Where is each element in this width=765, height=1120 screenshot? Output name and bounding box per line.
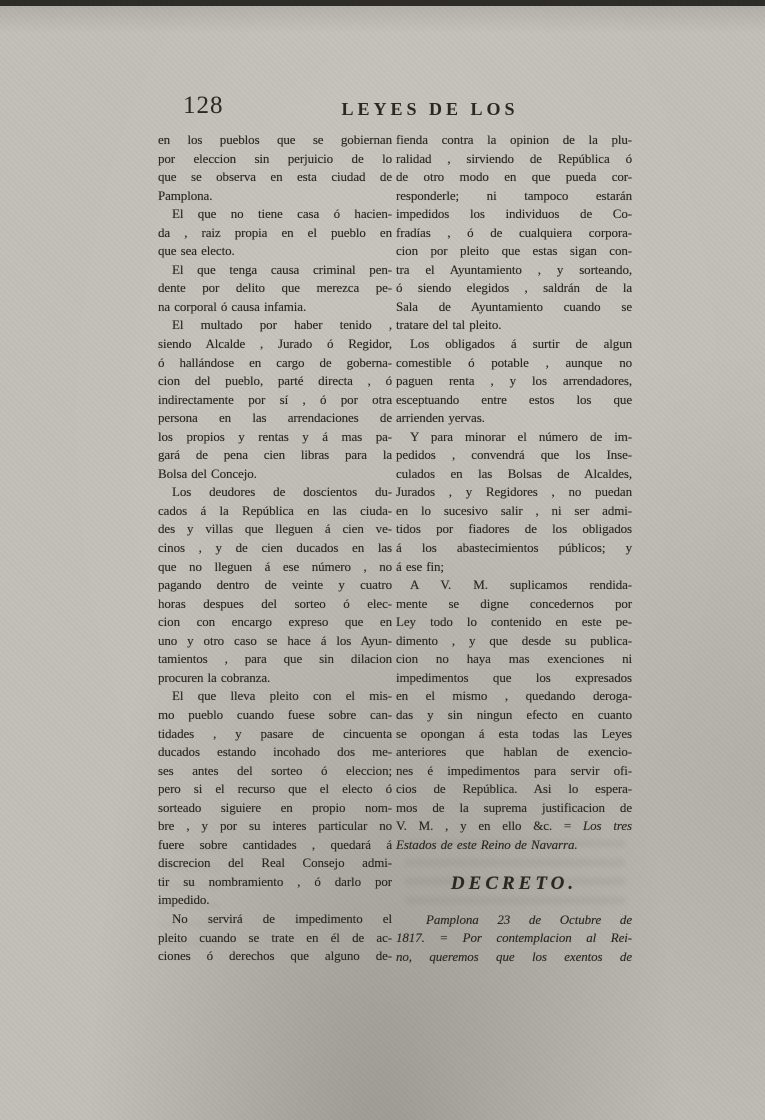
- text-line: pagando dentro de veinte y cuatro: [158, 577, 392, 593]
- text-line: sorteado siguiere en propio nom-: [158, 799, 392, 815]
- text-line: anteriores que hablan de exencio-: [396, 744, 632, 760]
- text-line: que no lleguen á ese número , no: [158, 558, 392, 574]
- text-line: en el mismo , quedando deroga-: [396, 688, 632, 704]
- text-line: 1817. = Por contemplacion al Rei-: [396, 930, 632, 946]
- text-line: pleito cuando se trate en él de ac-: [158, 929, 392, 945]
- text-line: Pamplona.: [158, 187, 213, 203]
- text-line: que se observa en esta ciudad de: [158, 169, 392, 185]
- text-line: por eleccion sin perjuicio de lo: [158, 150, 392, 166]
- text-line: dimento , y que desde su publica-: [396, 632, 632, 648]
- text-line: na corporal ó causa infamia.: [158, 298, 307, 314]
- text-line: impedidos los individuos de Co-: [396, 206, 632, 222]
- text-line: á ese fin;: [396, 558, 444, 574]
- text-line: ses antes del sorteo ó eleccion;: [158, 762, 392, 778]
- text-line: Los deudores de doscientos du-: [172, 484, 392, 500]
- text-line: ralidad , sirviendo de República ó: [396, 150, 632, 166]
- text-line: que sea electo.: [158, 243, 235, 259]
- text-line: tidos por fiadores de los obligados: [396, 521, 632, 537]
- text-line: culados en las Bolsas de Alcaldes,: [396, 465, 632, 481]
- text-line: esceptuando entre estos los que: [396, 391, 632, 407]
- text-line: cion no haya mas exenciones ni: [396, 651, 632, 667]
- text-line: dente por delito que merezca pe-: [158, 280, 392, 296]
- text-line: fienda contra la opinion de la plu-: [396, 132, 632, 147]
- text-line: á los abastecimientos públicos; y: [396, 540, 632, 556]
- text-line: ducados estando incohado dos me-: [158, 744, 392, 760]
- text-line: de otro modo en que pueda cor-: [396, 169, 632, 185]
- text-line: tamientos , para que sin dilacion: [158, 651, 392, 667]
- text-line: El que no tiene casa ó hacien-: [172, 206, 392, 222]
- text-line: en lo sucesivo salir , ni ser admi-: [396, 502, 632, 518]
- text-line: da , raiz propia en el pueblo en: [158, 224, 392, 240]
- text-line: A V. M. suplicamos rendida-: [410, 577, 632, 593]
- text-line: [396, 817, 632, 836]
- text-line: das y sin ningun efecto en cuanto: [396, 706, 632, 722]
- text-line: impedido.: [158, 892, 210, 908]
- text-line: mos de la suprema justificacion de: [396, 799, 632, 815]
- text-line: fuere sobre cantidades , quedará á: [158, 836, 392, 852]
- text-line: responderle; ni tampoco estarán: [396, 187, 632, 203]
- italic-text-segment: Los tres: [583, 818, 632, 834]
- text-line: bre , y por su interes particular no: [158, 818, 392, 834]
- text-line: gará de pena cien libras para la: [158, 447, 392, 463]
- scan-top-edge: [0, 0, 765, 6]
- text-line: Estados de este Reino de Navarra.: [396, 836, 578, 852]
- text-line: cinos , y de cien ducados en las: [158, 540, 392, 556]
- text-line: cion por pleito que estas sigan con-: [396, 243, 632, 259]
- text-line: fradías , ó de cualquiera corpora-: [396, 224, 632, 240]
- text-line: los propios y rentas y á mas pa-: [158, 428, 392, 444]
- text-line: Jurados , y Regidores , no puedan: [396, 484, 632, 500]
- text-line: no, queremos que los exentos de: [396, 948, 632, 964]
- text-line: cios de República. Asi lo espera-: [396, 781, 632, 797]
- text-line: mente se digne concedernos por: [396, 595, 632, 611]
- text-line: cados á la República en las ciuda-: [158, 502, 392, 518]
- text-line: arrienden yervas.: [396, 410, 485, 426]
- right-text-column: [396, 131, 632, 967]
- text-line: persona en las arrendaciones de: [158, 410, 392, 426]
- text-line: pedidos , convendrá que los Inse-: [396, 447, 632, 463]
- text-line: Los obligados á surtir de algun: [410, 336, 632, 352]
- text-segment: V. M. , y en ello &c. =: [396, 818, 584, 834]
- left-text-column: [158, 131, 392, 966]
- text-line: des y villas que lleguen á cien ve-: [158, 521, 392, 537]
- running-title: LEYES DE LOS: [341, 99, 519, 119]
- text-line: Bolsa del Concejo.: [158, 465, 257, 481]
- text-line: indirectamente por sí , ó por otra: [158, 391, 392, 407]
- text-line: comestible ó potable , aunque no: [396, 354, 632, 370]
- text-line: pero si el recurso que el electo ó: [158, 781, 392, 797]
- text-line: horas despues del sorteo ó elec-: [158, 595, 392, 611]
- text-line: ó hallándose en cargo de goberna-: [158, 354, 392, 370]
- text-line: impedimentos que los expresados: [396, 669, 632, 685]
- text-line: tir su nombramiento , ó darlo por: [158, 873, 392, 889]
- text-line: El que tenga causa criminal pen-: [172, 261, 392, 277]
- text-line: paguen renta , y los arrendadores,: [396, 373, 632, 389]
- text-line: procuren la cobranza.: [158, 669, 271, 685]
- text-line: El que lleva pleito con el mis-: [172, 688, 392, 704]
- text-line: siendo Alcalde , Jurado ó Regidor,: [158, 336, 392, 352]
- text-line: tidades , y pasare de cincuenta: [158, 725, 392, 741]
- text-line: tratare del tal pleito.: [396, 317, 502, 333]
- text-line: cion del pueblo, parté directa , ó: [158, 373, 392, 389]
- text-line: Y para minorar el número de im-: [410, 428, 632, 444]
- page-number: 128: [183, 92, 224, 119]
- text-line: en los pueblos que se gobiernan: [158, 132, 392, 147]
- text-line: uno y otro caso se hace á los Ayun-: [158, 632, 392, 648]
- text-line: discrecion del Real Consejo admi-: [158, 855, 392, 871]
- decree-heading: DECRETO.: [450, 873, 578, 895]
- text-line: El multado por haber tenido ,: [172, 317, 392, 333]
- text-line: Pamplona 23 de Octubre de: [426, 911, 632, 927]
- text-line: se opongan á esta todas las Leyes: [396, 725, 632, 741]
- text-line: nes é impedimentos para servir ofi-: [396, 762, 632, 778]
- text-line: No servirá de impedimento el: [172, 910, 392, 926]
- text-line: mo pueblo cuando fuese sobre can-: [158, 706, 392, 722]
- text-line: ó siendo elegidos , saldrán de la: [396, 280, 632, 296]
- text-line: tra el Ayuntamiento , y sorteando,: [396, 261, 632, 277]
- text-line: cion con encargo expreso que en: [158, 614, 392, 630]
- text-line: ciones ó derechos que alguno de-: [158, 948, 392, 964]
- text-line: Sala de Ayuntamiento cuando se: [396, 298, 632, 314]
- text-line: Ley todo lo contenido en este pe-: [396, 614, 632, 630]
